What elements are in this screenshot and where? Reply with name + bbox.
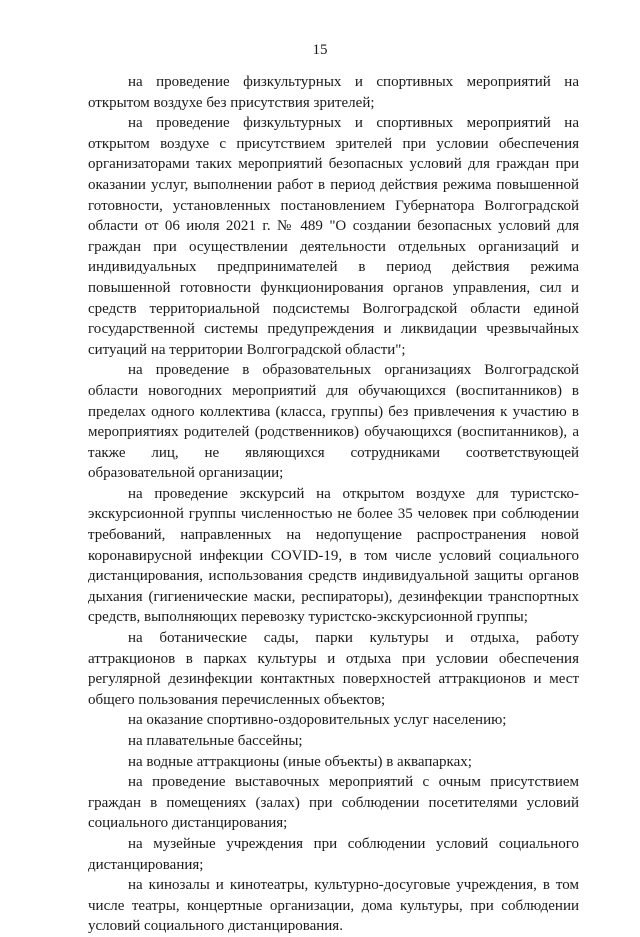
- paragraph-museums: на музейные учреждения при соблюдении условий социального дистанцирования;: [88, 835, 579, 873]
- paragraph-cinemas-cultural-institutions: на кинозалы и кинотеатры, культурно-досуговые учреждения, в том числе театры, концертные организации, дома культуры, при соблюдении условий социального дистанцирования.: [88, 877, 579, 935]
- paragraph-swimming-pools: на плавательные бассейны;: [128, 733, 303, 749]
- paragraph-botanical-gardens-parks: на ботанические сады, парки культуры и отдыха, работу аттракционов в парках культуры и отдыха при условии обеспечения регулярной дезинфекции контактных поверхностей аттракционов и мест общего пользования перечисленных объектов;: [88, 630, 579, 708]
- paragraph-exhibitions: на проведение выставочных мероприятий с очным присутствием граждан в помещениях (залах) при соблюдении посетителями условий социального дистанцирования;: [88, 774, 579, 832]
- paragraph-outdoor-excursions: на проведение экскурсий на открытом воздухе для туристско-экскурсионной группы численностью не более 35 человек при соблюдении требований, направленных на недопущение распространения новой коронавирусной инфекции COVID-19, в том числе условий социального дистанцирования, использования средств индивидуальной защиты органов дыхания (гигиенические маски, респираторы), дезинфекции транспортных средств, выполняющих перевозку туристско-экскурсионной группы;: [88, 485, 579, 626]
- paragraph-outdoor-sports-with-spectators: на проведение физкультурных и спортивных мероприятий на открытом воздухе с присутствием зрителей при условии обеспечения организаторами таких мероприятий безопасных условий для граждан при оказании услуг, выполнении работ в период действия режима повышенной готовности, установленных постановлением Губернатора Волгоградской области от 06 июля 2021 г. № 489 "О создании безопасных условий для граждан при осуществлении деятельности отдельных организаций и индивидуальных предпринимателей в период действия режима повышенной готовности функционирования органов управления, сил и средств территориальной подсистемы Волгоградской области единой государственной системы предупреждения и ликвидации чрезвычайных ситуаций на территории Волгоградской области";: [88, 115, 579, 358]
- paragraph-outdoor-sports-no-spectators: на проведение физкультурных и спортивных мероприятий на открытом воздухе без присутствия зрителей;: [88, 74, 579, 111]
- page-number: 15: [312, 42, 328, 58]
- paragraph-school-new-year-events: на проведение в образовательных организациях Волгоградской области новогодних мероприятий для обучающихся (воспитанников) в пределах одного коллектива (класса, группы) без привлечения к участию в мероприятиях родителей (родственников) обучающихся (воспитанников), а также лиц, не являющихся сотрудниками соответствующей образовательной организации;: [88, 362, 579, 482]
- paragraph-water-parks: на водные аттракционы (иные объекты) в аквапарках;: [128, 753, 472, 770]
- document-body: [88, 72, 579, 937]
- paragraph-sports-wellness-services: на оказание спортивно-оздоровительных услуг населению;: [128, 712, 507, 729]
